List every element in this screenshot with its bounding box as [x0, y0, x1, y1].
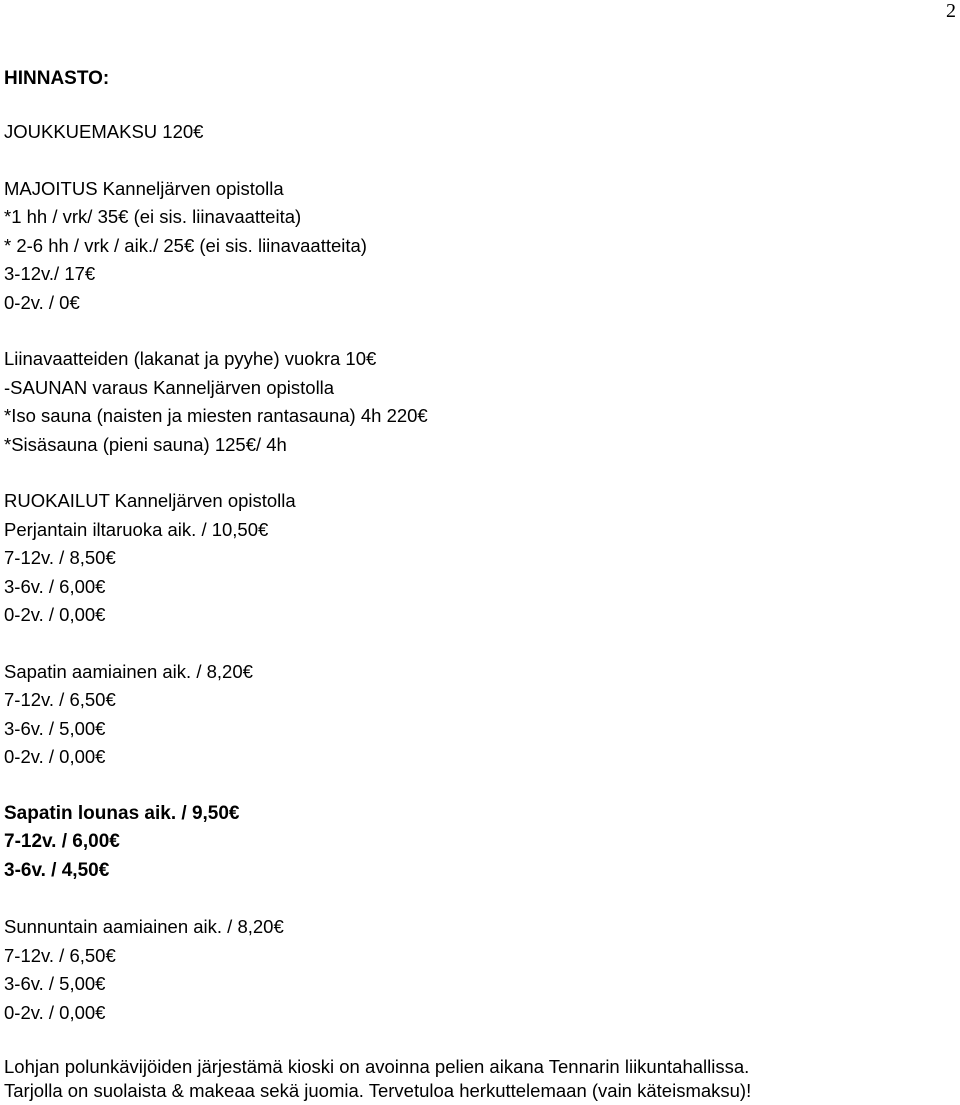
meals-section — [4, 487, 954, 630]
saturday-breakfast-line: 0-2v. / 0,00€ — [4, 746, 106, 767]
saturday-breakfast-section — [4, 658, 954, 772]
sauna-line: Liinavaatteiden (lakanat ja pyyhe) vuokra 10€ — [4, 348, 377, 369]
accommodation-title: MAJOITUS Kanneljärven opistolla — [4, 177, 284, 199]
page-number: 2 — [946, 0, 956, 22]
price-list-heading: HINNASTO: — [4, 68, 110, 89]
accommodation-line: *1 hh / vrk/ 35€ (ei sis. liinavaatteita) — [4, 206, 302, 227]
accommodation-line: 0-2v. / 0€ — [4, 291, 80, 313]
kiosk-note — [4, 1055, 954, 1103]
sauna-line: *Iso sauna (naisten ja miesten rantasauna) 4h 220€ — [4, 405, 428, 426]
meals-line: RUOKAILUT Kanneljärven opistolla — [4, 490, 296, 511]
sauna-line: -SAUNAN varaus Kanneljärven opistolla — [4, 376, 335, 398]
sauna-section — [4, 345, 954, 459]
meals-line: Perjantain iltaruoka aik. / 10,50€ — [4, 518, 269, 540]
saturday-lunch-line: 7-12v. / 6,00€ — [4, 831, 120, 852]
sunday-breakfast-line: 3-6v. / 5,00€ — [4, 973, 106, 994]
team-fee: JOUKKUEMAKSU 120€ — [4, 121, 204, 142]
accommodation-section — [4, 175, 954, 318]
accommodation-line: * 2-6 hh / vrk / aik./ 25€ (ei sis. liinavaatteita) — [4, 234, 367, 256]
meals-line: 3-6v. / 6,00€ — [4, 575, 106, 597]
saturday-breakfast-line: Sapatin aamiainen aik. / 8,20€ — [4, 660, 253, 682]
saturday-lunch-line: Sapatin lounas aik. / 9,50€ — [4, 802, 240, 824]
saturday-lunch-line: 3-6v. / 4,50€ — [4, 859, 110, 881]
meals-line: 7-12v. / 8,50€ — [4, 547, 116, 568]
sunday-breakfast-section — [4, 913, 954, 1027]
meals-line: 0-2v. / 0,00€ — [4, 604, 106, 625]
accommodation-line: 3-12v./ 17€ — [4, 263, 96, 284]
saturday-breakfast-line: 7-12v. / 6,50€ — [4, 689, 116, 710]
saturday-lunch-section — [4, 800, 954, 886]
kiosk-note-line: Lohjan polunkävijöiden järjestämä kioski on avoinna pelien aikana Tennarin liikuntahallissa. — [4, 1056, 750, 1077]
kiosk-note-line: Tarjolla on suolaista & makeaa sekä juomia. Tervetuloa herkuttelemaan (vain käteismaksu)! — [4, 1080, 752, 1101]
sunday-breakfast-line: 7-12v. / 6,50€ — [4, 944, 116, 966]
sauna-line: *Sisäsauna (pieni sauna) 125€/ 4h — [4, 433, 287, 455]
sunday-breakfast-line: 0-2v. / 0,00€ — [4, 1001, 106, 1023]
price-list — [4, 64, 954, 1103]
saturday-breakfast-line: 3-6v. / 5,00€ — [4, 717, 106, 739]
sunday-breakfast-line: Sunnuntain aamiainen aik. / 8,20€ — [4, 916, 284, 937]
